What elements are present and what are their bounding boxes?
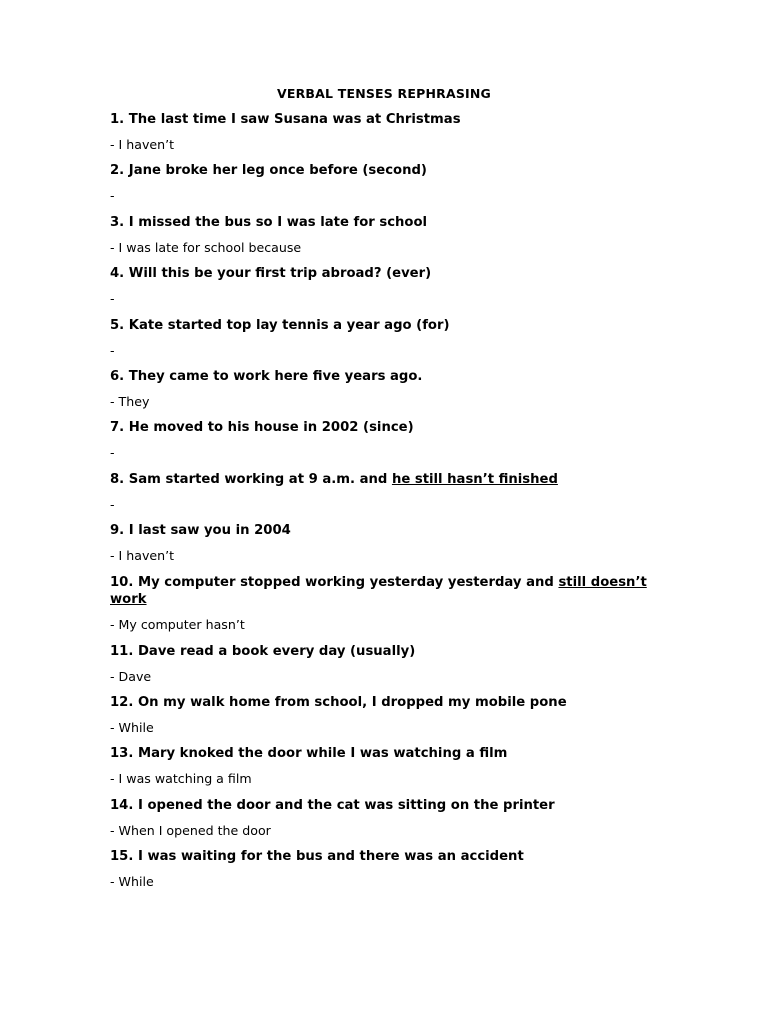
question-number: 15. bbox=[110, 849, 134, 865]
question-number: 12. bbox=[110, 694, 134, 710]
exercise-list bbox=[110, 111, 650, 899]
answer-2: - bbox=[110, 188, 115, 204]
question-text: Will this be your first trip abroad? (ever) bbox=[128, 266, 432, 282]
question-14 bbox=[110, 797, 650, 814]
question-number: 4. bbox=[110, 266, 125, 282]
answer-12: - While bbox=[110, 719, 154, 735]
answer-15: - While bbox=[110, 874, 154, 890]
question-text: Jane broke her leg once before (second) bbox=[128, 163, 427, 179]
exercise-item-11 bbox=[110, 643, 650, 694]
question-8 bbox=[110, 471, 650, 488]
question-1 bbox=[110, 111, 650, 128]
question-number: 2. bbox=[110, 163, 125, 179]
question-12 bbox=[110, 694, 650, 711]
question-number: 13. bbox=[110, 746, 134, 762]
question-text: Kate started top lay tennis a year ago (for) bbox=[128, 317, 450, 333]
answer-8: - bbox=[110, 496, 115, 512]
question-9 bbox=[110, 522, 650, 539]
exercise-item-9 bbox=[110, 522, 650, 573]
exercise-item-14 bbox=[110, 797, 650, 848]
question-10 bbox=[110, 574, 650, 608]
question-11 bbox=[110, 643, 650, 660]
question-number: 9. bbox=[110, 523, 125, 539]
question-text: On my walk home from school, I dropped my mobile pone bbox=[137, 694, 567, 710]
question-text: My computer stopped working yesterday yesterday and bbox=[137, 574, 554, 590]
question-text: I was waiting for the bus and there was an accident bbox=[137, 849, 524, 865]
question-13 bbox=[110, 745, 650, 762]
question-number: 8. bbox=[110, 471, 125, 487]
answer-11: - Dave bbox=[110, 668, 152, 684]
question-number: 14. bbox=[110, 797, 134, 813]
question-number: 1. bbox=[110, 112, 125, 127]
question-text: Dave read a book every day (usually) bbox=[137, 643, 416, 659]
question-3 bbox=[110, 214, 650, 231]
question-4 bbox=[110, 265, 650, 282]
question-number: 10. bbox=[110, 574, 134, 590]
question-7 bbox=[110, 419, 650, 436]
exercise-item-4 bbox=[110, 265, 650, 316]
answer-7: - bbox=[110, 445, 115, 461]
question-number: 11. bbox=[110, 643, 134, 659]
page-title: VERBAL TENSES REPHRASING bbox=[276, 86, 492, 101]
question-text: The last time I saw Susana was at Christmas bbox=[128, 112, 461, 127]
exercise-item-1 bbox=[110, 111, 650, 162]
question-number: 3. bbox=[110, 214, 125, 230]
answer-9: - I haven’t bbox=[110, 548, 175, 564]
answer-6: - They bbox=[110, 393, 150, 409]
question-number: 5. bbox=[110, 317, 125, 333]
exercise-item-15 bbox=[110, 848, 650, 899]
question-number: 6. bbox=[110, 368, 125, 384]
exercise-item-7 bbox=[110, 419, 650, 470]
exercise-item-8 bbox=[110, 471, 650, 522]
exercise-item-10 bbox=[110, 574, 650, 643]
question-text: I opened the door and the cat was sitting on the printer bbox=[137, 797, 555, 813]
exercise-item-12 bbox=[110, 694, 650, 745]
answer-1: - I haven’t bbox=[110, 137, 175, 152]
question-5 bbox=[110, 317, 650, 334]
question-underlined-text: he still hasn’t finished bbox=[391, 471, 558, 487]
exercise-item-6 bbox=[110, 368, 650, 419]
question-number: 7. bbox=[110, 420, 125, 436]
question-text: I last saw you in 2004 bbox=[128, 523, 291, 539]
answer-4: - bbox=[110, 291, 115, 307]
answer-10: - My computer hasn’t bbox=[110, 616, 245, 632]
question-15 bbox=[110, 848, 650, 865]
question-text: He moved to his house in 2002 (since) bbox=[128, 420, 414, 436]
exercise-item-5 bbox=[110, 317, 650, 368]
question-text: I missed the bus so I was late for school bbox=[128, 214, 428, 230]
exercise-item-3 bbox=[110, 214, 650, 265]
answer-13: - I was watching a film bbox=[110, 771, 252, 787]
answer-3: - I was late for school because bbox=[110, 239, 302, 255]
question-text: Sam started working at 9 a.m. and bbox=[128, 471, 388, 487]
question-text: Mary knoked the door while I was watching a film bbox=[137, 746, 508, 762]
answer-5: - bbox=[110, 342, 115, 358]
question-2 bbox=[110, 162, 650, 179]
question-6 bbox=[110, 368, 650, 385]
question-underlined-text: still doesn’t work bbox=[110, 574, 647, 607]
question-text: They came to work here five years ago. bbox=[128, 368, 423, 384]
exercise-item-2 bbox=[110, 162, 650, 213]
exercise-item-13 bbox=[110, 745, 650, 796]
answer-14: - When I opened the door bbox=[110, 822, 271, 838]
